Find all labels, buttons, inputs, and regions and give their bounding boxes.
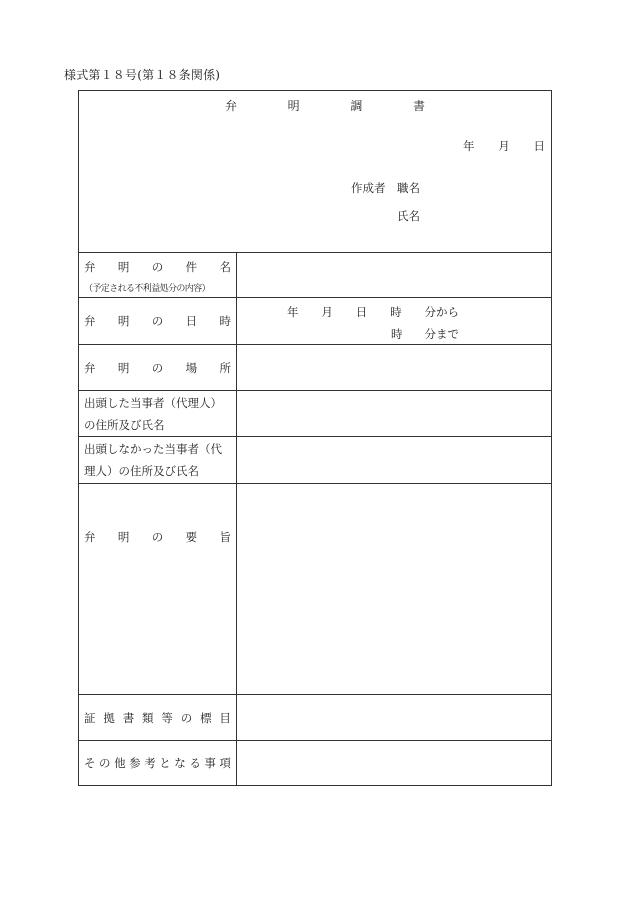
other-label-cell — [79, 741, 237, 785]
absent-label-cell — [79, 437, 237, 483]
month-label: 月 — [498, 139, 510, 153]
title-char: 弁 — [225, 99, 238, 113]
label-char: 事 — [204, 756, 216, 770]
day-label: 日 — [533, 139, 545, 153]
day-label: 日 — [355, 305, 368, 319]
datetime-end — [391, 326, 459, 342]
datetime-value-cell[interactable] — [237, 298, 551, 344]
author-name-field[interactable]: 氏名 — [397, 209, 420, 223]
form-header — [79, 91, 551, 253]
summary-label — [84, 529, 231, 545]
place-label-cell — [79, 345, 237, 390]
label-char: な — [174, 756, 186, 770]
label-char: の — [99, 756, 111, 770]
label-char: 所 — [219, 360, 231, 375]
row-summary — [79, 484, 551, 695]
label-char: 他 — [114, 756, 126, 770]
title-char: 明 — [287, 99, 300, 113]
label-char: そ — [84, 756, 96, 770]
year-label: 年 — [287, 305, 299, 319]
minute-from-label: 分から — [424, 305, 459, 319]
label-char: 明 — [117, 260, 130, 274]
label-char: 弁 — [84, 530, 96, 544]
label-char: 時 — [219, 314, 231, 328]
author-post-field[interactable]: 職名 — [397, 181, 420, 195]
label-char: 拠 — [103, 710, 115, 725]
label-char: 書 — [122, 710, 135, 725]
place-label — [84, 360, 231, 376]
label-char: 等 — [161, 710, 173, 725]
hour-label: 時 — [390, 305, 402, 319]
datetime-start — [287, 304, 459, 320]
label-char: の — [151, 260, 164, 274]
label-char: 日 — [185, 314, 198, 328]
summary-label-cell — [79, 484, 237, 694]
label-char: 明 — [117, 314, 130, 328]
label-char: 証 — [84, 710, 96, 725]
attended-label: 出頭した当事者（代理人）の住所及び氏名 — [84, 396, 222, 432]
year-label: 年 — [463, 139, 475, 153]
attended-label-cell — [79, 391, 237, 436]
row-datetime — [79, 298, 551, 345]
month-label: 月 — [321, 305, 333, 319]
datetime-label-cell — [79, 298, 237, 344]
absent-value-cell[interactable] — [237, 437, 551, 483]
label-char: る — [189, 756, 201, 770]
evidence-value-cell[interactable] — [237, 695, 551, 740]
label-char: 要 — [185, 530, 198, 544]
label-char: 考 — [144, 756, 156, 770]
date-field[interactable] — [463, 138, 545, 154]
row-subject — [79, 252, 551, 298]
label-char: の — [151, 530, 164, 544]
subject-value-cell[interactable] — [237, 252, 551, 297]
label-char: 参 — [129, 756, 141, 770]
label-char: 類 — [142, 710, 154, 725]
label-char: 件 — [185, 260, 198, 274]
label-char: 項 — [219, 756, 231, 770]
label-char: 弁 — [84, 360, 96, 375]
label-char: 場 — [185, 360, 198, 375]
label-char: 旨 — [219, 530, 231, 544]
row-other-matters — [79, 741, 551, 785]
author-label: 作成者 — [351, 181, 386, 195]
label-char: 名 — [219, 260, 231, 274]
summary-value-cell[interactable] — [237, 484, 551, 694]
absent-label: 出頭しなかった当事者（代理人）の住所及び氏名 — [84, 442, 222, 478]
label-char: と — [159, 756, 171, 770]
label-char: 明 — [117, 360, 130, 375]
evidence-label-cell — [79, 695, 237, 740]
form-title — [225, 97, 425, 114]
label-char: の — [151, 360, 164, 375]
other-value-cell[interactable] — [237, 741, 551, 785]
label-char: 標 — [200, 710, 212, 725]
statement-record-form — [78, 90, 552, 786]
hour-label: 時 — [391, 327, 403, 341]
label-char: の — [180, 710, 193, 725]
subject-note: （予定される不利益処分の内容） — [84, 284, 211, 294]
row-evidence — [79, 695, 551, 741]
label-char: 弁 — [84, 314, 96, 328]
datetime-label — [84, 313, 231, 329]
form-number-label: 様式第１８号(第１８条関係) — [64, 68, 221, 82]
minute-until-label: 分まで — [424, 327, 459, 341]
row-attended-party — [79, 391, 551, 437]
evidence-label — [84, 710, 231, 726]
label-char: 明 — [117, 530, 130, 544]
subject-label — [84, 259, 231, 275]
subject-label-cell — [79, 252, 237, 297]
row-place — [79, 345, 551, 391]
attended-value-cell[interactable] — [237, 391, 551, 436]
label-char: の — [151, 314, 164, 328]
title-char: 調 — [350, 99, 363, 113]
row-absent-party — [79, 437, 551, 484]
title-char: 書 — [412, 99, 425, 113]
label-char: 弁 — [84, 260, 96, 274]
other-label — [84, 755, 231, 771]
label-char: 目 — [219, 710, 231, 725]
place-value-cell[interactable] — [237, 345, 551, 390]
